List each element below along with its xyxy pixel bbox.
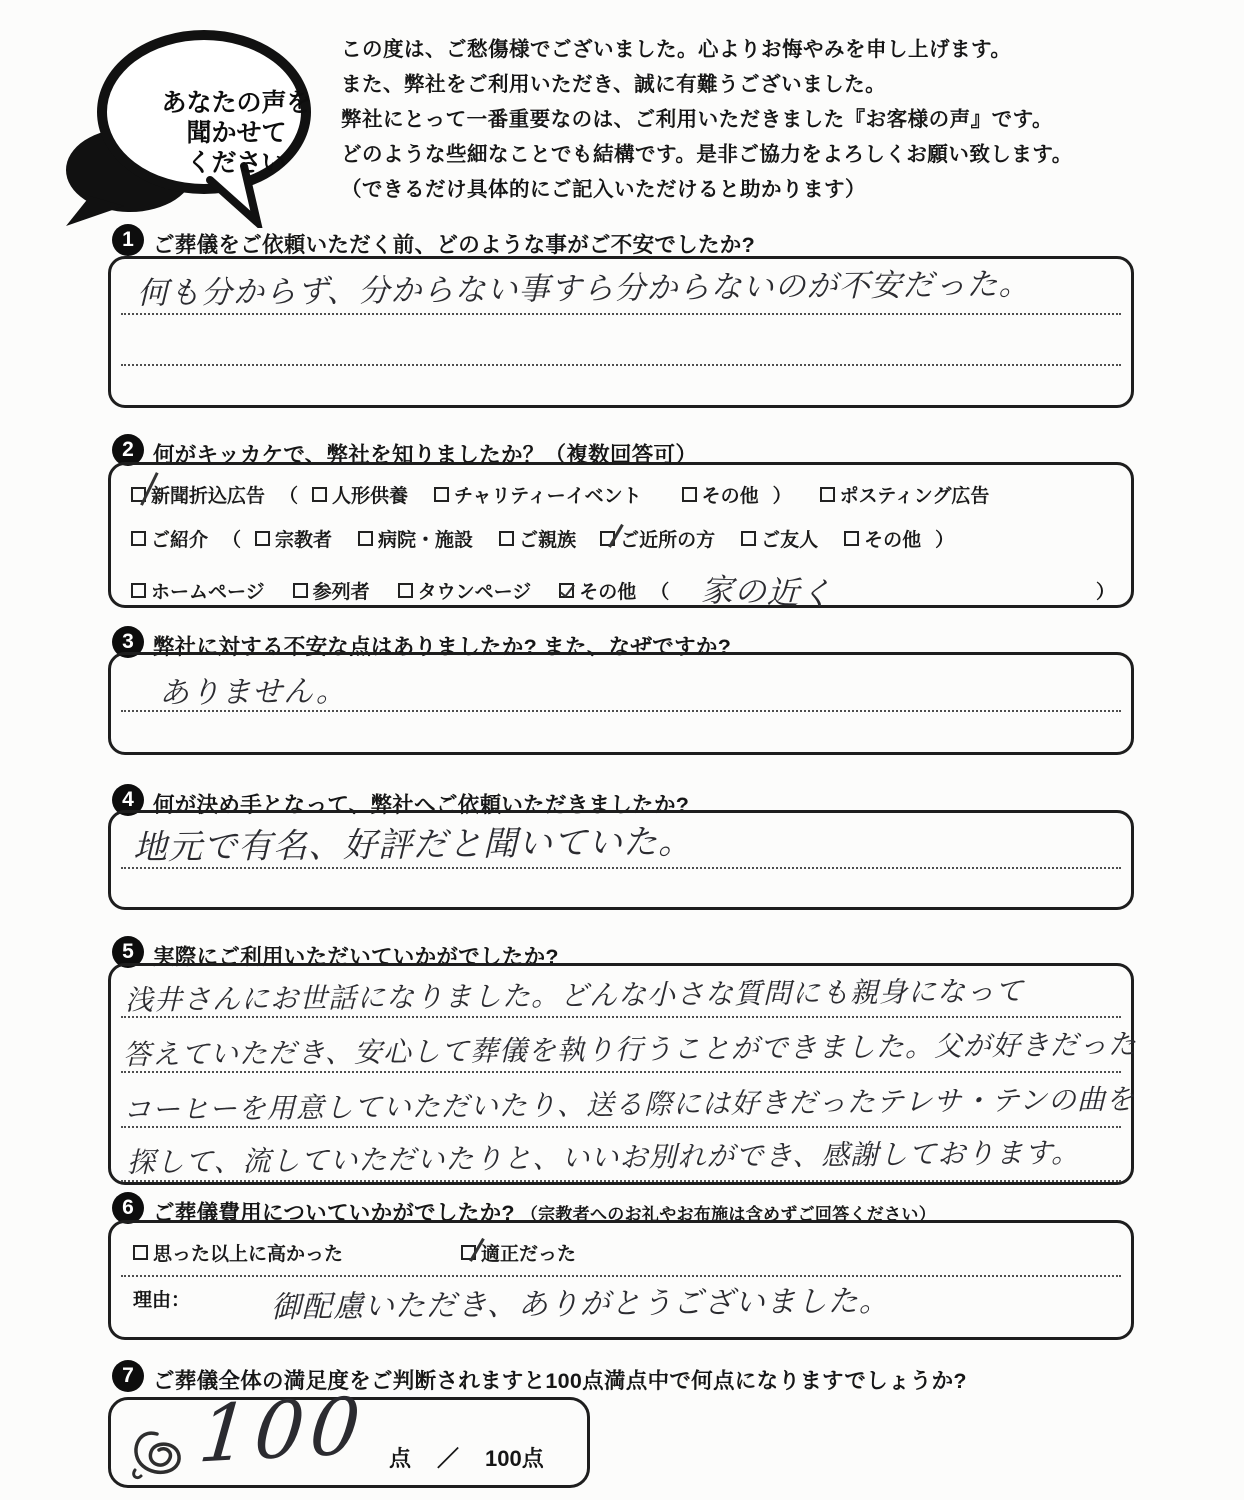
- q3-handwritten-answer: ありません。: [158, 674, 348, 711]
- q2-option-row-1: [131, 481, 989, 508]
- option-label: その他: [579, 581, 637, 603]
- q6-handwritten-reason: 御配慮いただき、ありがとうございました。: [270, 1283, 891, 1326]
- checkbox-icon: [133, 1245, 148, 1260]
- q7-number-badge: 7: [112, 1360, 144, 1392]
- option-other-2: [844, 525, 921, 552]
- option-label: 参列者: [312, 581, 370, 603]
- paren-close: ）: [1095, 581, 1115, 603]
- option-label: その他: [864, 530, 922, 551]
- option-newspaper-insert-ad: [131, 481, 265, 508]
- option-label: 新聞折込広告: [151, 486, 266, 507]
- q2-other-handwritten: 家の近く: [700, 570, 834, 614]
- q4-title: 何が決め手となって、弊社へご依頼いただきましたか?: [153, 793, 690, 817]
- paren-open: （: [650, 581, 670, 603]
- q2-answer-box: [108, 462, 1134, 614]
- q5-handwritten-line-2: 答えていただき、安心して葬儀を執り行うことができました。父が好きだった: [122, 1027, 1138, 1072]
- q6-title-note: （宗教者へのお礼やお布施は含めずご回答ください）: [520, 1205, 937, 1224]
- option-label: 宗教者: [275, 530, 333, 551]
- checkbox-icon: [255, 531, 270, 546]
- q7-separator: ／: [437, 1446, 460, 1471]
- q2-option-row-2: [131, 525, 954, 552]
- option-other-3: [559, 577, 636, 604]
- q5-number-badge: 5: [112, 936, 144, 968]
- q5-dotted-line-3: [121, 1126, 1121, 1128]
- q7-unit-label: 点: [389, 1446, 412, 1471]
- checkbox-icon: [131, 531, 146, 546]
- option-friend: [741, 525, 818, 552]
- q5-title: 実際にご利用いただいていかがでしたか?: [153, 945, 559, 969]
- bubble-text: [144, 88, 329, 178]
- q4-number-badge: 4: [112, 784, 144, 816]
- option-label: ご紹介: [151, 530, 209, 551]
- q1-answer-box: [108, 256, 1134, 408]
- q1-number-badge: 1: [112, 224, 144, 256]
- q7-max-label: 100点: [485, 1446, 544, 1471]
- option-attendee: [293, 577, 370, 604]
- option-fair-price: [461, 1239, 576, 1266]
- q3-title: 弊社に対する不安な点はありましたか? また、なぜですか?: [153, 635, 732, 659]
- q5-dotted-line-4: [121, 1180, 1121, 1182]
- option-religious-person: [255, 525, 332, 552]
- checkbox-checked-icon: [559, 583, 574, 598]
- checkbox-icon: [820, 487, 835, 502]
- option-neighbor: [600, 525, 715, 552]
- option-label: 人形供養: [332, 486, 409, 507]
- option-label: タウンページ: [417, 581, 532, 603]
- q7-score-print: [389, 1442, 544, 1473]
- option-label: ポスティング広告: [839, 486, 990, 507]
- q5-dotted-line-1: [121, 1016, 1121, 1018]
- speech-bubble-logo: [52, 18, 312, 228]
- q6-answer-box: [108, 1220, 1134, 1340]
- option-label: 病院・施設: [378, 530, 474, 551]
- q6-option-row: [133, 1239, 576, 1266]
- option-label: チャリティーイベント: [454, 486, 642, 507]
- option-doll-memorial: [312, 481, 408, 508]
- checkbox-icon: [293, 583, 308, 598]
- q3-answer-box: [108, 652, 1134, 755]
- q3-number-badge: 3: [112, 626, 144, 658]
- option-label: 適正だった: [481, 1244, 577, 1265]
- option-charity-event: [434, 481, 642, 508]
- paren-open: （: [279, 486, 299, 507]
- intro-line-1: この度は、ご愁傷様でございました。心よりお悔やみを申し上げます。: [341, 38, 1012, 61]
- checkbox-icon: [499, 531, 514, 546]
- option-posting-ad: [820, 481, 990, 508]
- q7-handwritten-score: 100: [195, 1381, 370, 1481]
- checkbox-icon: [312, 487, 327, 502]
- bubble-line-3: ください: [186, 149, 287, 177]
- option-label: ホームページ: [151, 581, 265, 603]
- intro-line-5: （できるだけ具体的にご記入いただけると助かります）: [341, 178, 866, 201]
- q5-dotted-line-2: [121, 1071, 1121, 1073]
- q5-handwritten-line-4: 探して、流していただいたりと、いいお別れができ、感謝しております。: [126, 1136, 1081, 1179]
- q7-title: ご葬儀全体の満足度をご判断されますと100点満点中で何点になりますでしょうか?: [153, 1369, 967, 1393]
- paren-close: ）: [772, 486, 792, 507]
- q6-dotted-line: [121, 1275, 1121, 1277]
- q5-handwritten-line-3: コーヒーを用意していただいたり、送る際には好きだったテレサ・テンの曲を: [122, 1082, 1136, 1127]
- q1-title: ご葬儀をご依頼いただく前、どのような事がご不安でしたか?: [153, 233, 756, 257]
- option-town-page: [398, 577, 532, 604]
- option-label: ご近所の方: [620, 530, 716, 551]
- q4-answer-box: [108, 810, 1134, 910]
- checkbox-icon: [398, 583, 413, 598]
- q2-option-row-3: [131, 567, 1115, 613]
- q5-handwritten-line-1: 浅井さんにお世話になりました。どんな小さな質問にも親身になって: [124, 974, 1025, 1017]
- q3-dotted-line: [121, 710, 1121, 712]
- scribble-doodle-icon: [127, 1420, 205, 1484]
- option-other-1: [682, 481, 759, 508]
- q2-title: 何がキッカケで、弊社を知りましたか？（複数回答可）: [153, 443, 698, 467]
- q1-dotted-line-2: [121, 364, 1121, 366]
- intro-line-3: 弊社にとって一番重要なのは、ご利用いただきました『お客様の声』です。: [341, 108, 1053, 131]
- option-relatives: [499, 525, 576, 552]
- checkbox-icon: [682, 487, 697, 502]
- checkbox-checked-icon: [131, 487, 146, 502]
- q1-dotted-line-1: [121, 313, 1121, 315]
- q6-number-badge: 6: [112, 1192, 144, 1224]
- option-hospital-facility: [358, 525, 473, 552]
- option-label: ご親族: [519, 530, 577, 551]
- option-homepage: [131, 577, 265, 604]
- checkbox-icon: [434, 487, 449, 502]
- q7-score-box: [108, 1381, 590, 1488]
- checkbox-checked-icon: [600, 531, 615, 546]
- q6-title: ご葬儀費用についていかがでしたか?: [153, 1201, 515, 1225]
- intro-line-4: どのような些細なことでも結構です。是非ご協力をよろしくお願い致します。: [341, 143, 1073, 166]
- intro-line-2: また、弊社をご利用いただき、誠に有難うございました。: [341, 73, 887, 96]
- option-referral: [131, 525, 208, 552]
- option-label: 思った以上に高かった: [153, 1244, 344, 1265]
- checkbox-icon: [741, 531, 756, 546]
- bubble-line-2: 聞かせて: [186, 119, 287, 147]
- q1-handwritten-answer: 何も分からず、分からない事すら分からないのが不安だった。: [136, 266, 1031, 312]
- checkbox-icon: [844, 531, 859, 546]
- option-higher-than-expected: [133, 1239, 343, 1266]
- q4-handwritten-answer: 地元で有名、好評だと聞いていた。: [132, 822, 694, 868]
- checkbox-checked-icon: [461, 1245, 476, 1260]
- q2-number-badge: 2: [112, 434, 144, 466]
- paren-close: ）: [935, 530, 955, 551]
- bubble-line-1: あなたの声を: [161, 89, 312, 117]
- q6-reason-label: 理由：: [133, 1290, 191, 1311]
- q5-answer-box: [108, 963, 1138, 1185]
- option-label: ご友人: [761, 530, 819, 551]
- option-label: その他: [701, 486, 759, 507]
- checkbox-icon: [358, 531, 373, 546]
- q4-dotted-line: [121, 867, 1121, 869]
- checkbox-icon: [131, 583, 146, 598]
- paren-open: （: [222, 530, 242, 551]
